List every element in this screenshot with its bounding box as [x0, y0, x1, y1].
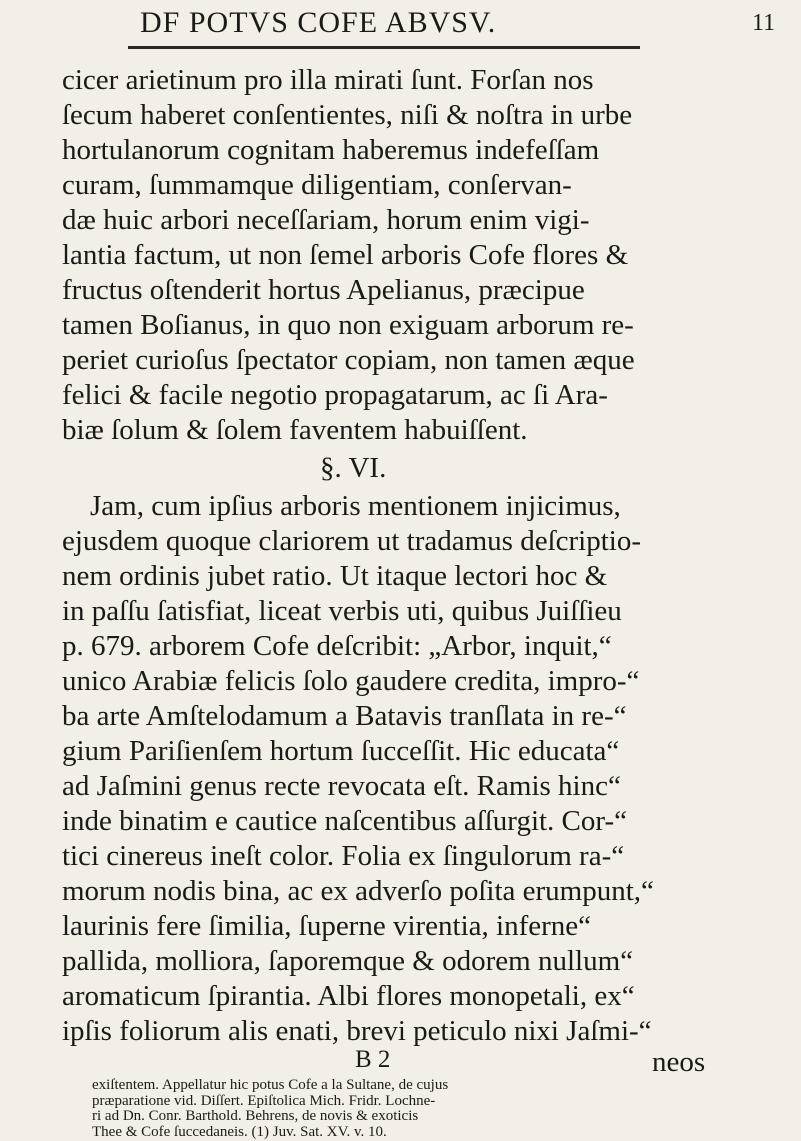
text-line: unico Arabiæ felicis ſolo gaudere credita, impro-“ [62, 665, 640, 697]
text-line: ejusdem quoque clariorem ut tradamus deſcriptio- [62, 525, 642, 557]
text-line: biæ ſolum & ſolem faventem habuiſſent. [62, 414, 528, 446]
text-line: felici & facile negotio propagatarum, ac ſi Ara- [62, 379, 608, 411]
text-line: gium Pariſienſem hortum ſucceſſit. Hic educata“ [62, 735, 620, 767]
text-line: inde binatim e cautice naſcentibus aſſurgit. Cor-“ [62, 805, 628, 837]
text-line: ad Jaſmini genus recte revocata eſt. Ramis hinc“ [62, 770, 621, 802]
text-line: Jam, cum ipſius arboris mentionem injicimus, [90, 490, 621, 522]
text-line: tici cinereus ineſt color. Folia ex ſingulorum ra-“ [62, 840, 625, 872]
header-rule [128, 46, 640, 49]
text-line: ſecum haberet conſentientes, niſi & noſtra in urbe [62, 99, 633, 131]
text-line: nem ordinis jubet ratio. Ut itaque lectori hoc & [62, 560, 608, 592]
text-line: ba arte Amſtelodamum a Batavis tranſlata in re-“ [62, 700, 627, 732]
text-line: periet curioſus ſpectator copiam, non tamen æque [62, 344, 635, 376]
text-line: p. 679. arborem Cofe deſcribit: „Arbor, inquit,“ [62, 630, 612, 662]
text-line: hortulanorum cognitam haberemus indefeſſam [62, 134, 600, 166]
text-line: tamen Boſianus, in quo non exiguam arborum re- [62, 309, 634, 341]
text-line: lantia factum, ut non ſemel arboris Cofe flores & [62, 239, 629, 271]
page-number: 11 [752, 10, 776, 36]
text-line: pallida, molliora, ſaporemque & odorem nullum“ [62, 945, 633, 977]
printer-signature: B 2 [355, 1046, 391, 1073]
text-line: laurinis fere ſimilia, ſuperne virentia, inferne“ [62, 910, 592, 942]
text-line: ipſis foliorum alis enati, brevi peticulo nixi Jaſmi-“ [62, 1015, 652, 1047]
text-line: morum nodis bina, ac ex adverſo poſita erumpunt,“ [62, 875, 654, 907]
text-line: curam, ſummamque diligentiam, conſervan- [62, 169, 572, 201]
footnote-line: præparatione vid. Diſſert. Epiſtolica Mich. Fridr. Lochne- [92, 1092, 436, 1109]
text-line: cicer arietinum pro illa mirati ſunt. Forſan nos [62, 64, 594, 96]
running-head: DF POTVS COFE ABVSV. [140, 6, 497, 39]
footnote-line: exiſtentem. Appellatur hic potus Cofe a la Sultane, de cujus [92, 1077, 449, 1093]
text-line: dæ huic arbori neceſſariam, horum enim vigi- [62, 204, 590, 236]
text-line: fructus oſtenderit hortus Apelianus, præcipue [62, 274, 585, 306]
footnote-line: ri ad Dn. Conr. Barthold. Behrens, de novis & exoticis [92, 1108, 419, 1124]
text-line: aromaticum ſpirantia. Albi flores monopetali, ex“ [62, 980, 635, 1012]
text-line: in paſſu ſatisfiat, liceat verbis uti, quibus Juiſſieu [62, 595, 622, 627]
catchword: neos [652, 1046, 706, 1078]
footnote-line: Thee & Cofe ſuccedaneis. (1) Juv. Sat. XV. v. 10. [92, 1123, 387, 1140]
section-heading: §. VI. [320, 452, 387, 484]
